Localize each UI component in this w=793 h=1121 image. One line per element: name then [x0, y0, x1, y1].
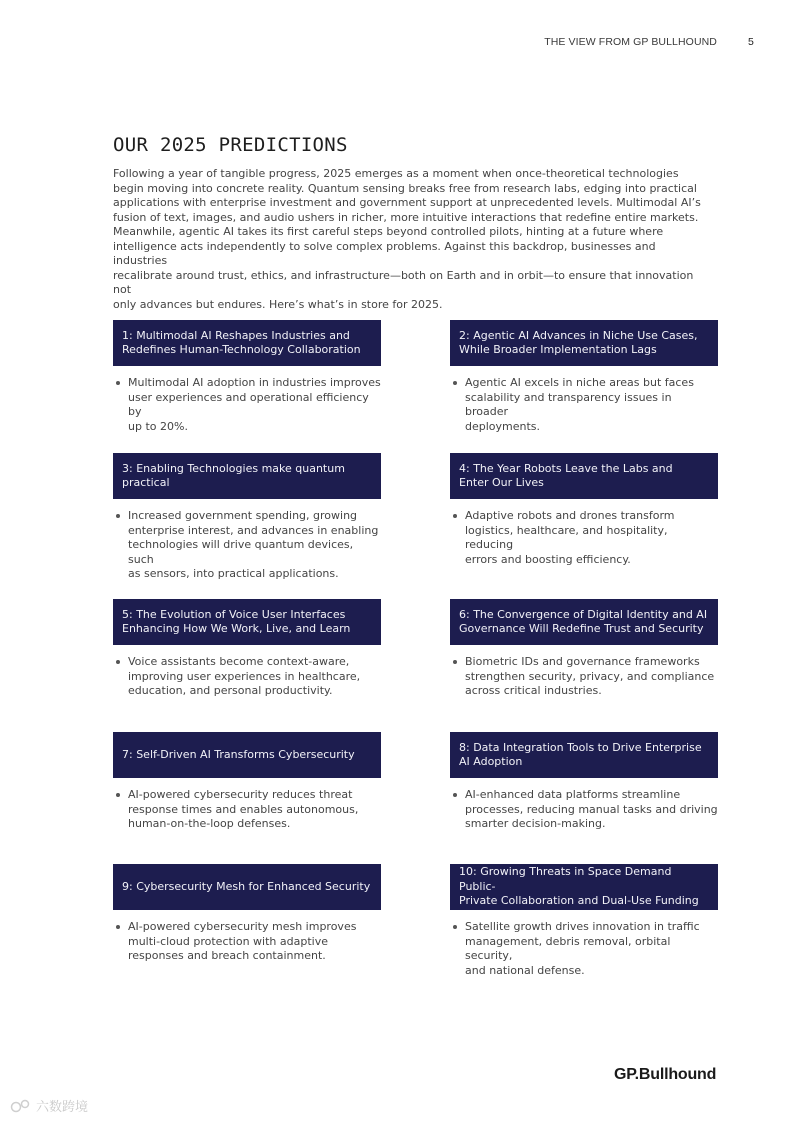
prediction-card-9	[113, 864, 381, 964]
prediction-body-line: as sensors, into practical applications.	[128, 567, 339, 580]
prediction-card-2	[450, 320, 718, 434]
prediction-body	[113, 655, 381, 699]
prediction-body	[450, 655, 718, 699]
prediction-title-line: 1: Multimodal AI Reshapes Industries and	[122, 328, 350, 342]
prediction-body-line: strengthen security, privacy, and compliance	[465, 669, 715, 683]
watermark-icon	[10, 1099, 32, 1113]
prediction-title	[450, 732, 718, 778]
prediction-title-line: Governance Will Redefine Trust and Security	[459, 622, 704, 635]
bullet-icon	[116, 793, 120, 797]
bullet-icon	[453, 514, 457, 518]
watermark-text: 六数跨境	[36, 1100, 89, 1115]
prediction-body	[450, 509, 718, 567]
prediction-body-line: logistics, healthcare, and hospitality, reducing	[465, 523, 668, 551]
prediction-body-line: Increased government spending, growing	[128, 509, 358, 522]
intro-line: Meanwhile, agentic AI takes its first careful steps beyond controlled pilots, hinting at a future where	[113, 225, 664, 238]
prediction-card-3	[113, 453, 381, 582]
prediction-body-line: technologies will drive quantum devices, such	[128, 538, 354, 566]
prediction-body-line: improving user experiences in healthcare,	[128, 669, 361, 683]
prediction-title	[450, 453, 718, 499]
prediction-title-line: AI Adoption	[459, 755, 523, 768]
prediction-title-line: Enhancing How We Work, Live, and Learn	[122, 622, 351, 635]
intro-line: fusion of text, images, and audio ushers in richer, more intuitive interactions that redefine entire markets.	[113, 210, 699, 224]
bullet-icon	[453, 381, 457, 385]
prediction-body	[450, 376, 718, 434]
prediction-body-line: smarter decision-making.	[465, 817, 606, 830]
prediction-body-line: management, debris removal, orbital security,	[465, 934, 671, 962]
section-title: OUR 2025 PREDICTIONS	[113, 134, 348, 156]
prediction-body-line: deployments.	[465, 419, 541, 433]
prediction-body-line: AI-powered cybersecurity mesh improves	[128, 920, 357, 933]
prediction-card-4	[450, 453, 718, 567]
prediction-title	[450, 864, 718, 910]
prediction-body-line: Adaptive robots and drones transform	[465, 509, 675, 522]
prediction-title-line: practical	[122, 476, 170, 489]
prediction-body-line: errors and boosting efficiency.	[465, 552, 631, 566]
prediction-body	[113, 376, 381, 434]
prediction-body-line: human-on-the-loop defenses.	[128, 817, 291, 830]
prediction-title	[113, 599, 381, 645]
bullet-icon	[116, 925, 120, 929]
prediction-title-line: Redefines Human-Technology Collaboration	[122, 343, 361, 356]
prediction-body-line: multi-cloud protection with adaptive	[128, 934, 328, 948]
intro-line: Following a year of tangible progress, 2025 emerges as a moment when once-theoretical technologies	[113, 167, 679, 180]
prediction-title-line: 3: Enabling Technologies make quantum	[122, 461, 345, 475]
bullet-icon	[116, 381, 120, 385]
prediction-body	[113, 920, 381, 964]
prediction-title-line: 10: Growing Threats in Space Demand Public-	[459, 865, 672, 893]
bullet-icon	[453, 660, 457, 664]
page-number: 5	[748, 36, 754, 48]
watermark	[10, 1096, 88, 1115]
prediction-title-line: Private Collaboration and Dual-Use Funding	[459, 894, 699, 908]
intro-line: intelligence acts independently to solve complex problems. Against this backdrop, businesses and industries	[113, 239, 656, 267]
prediction-card-8	[450, 732, 718, 832]
prediction-title-line: While Broader Implementation Lags	[459, 343, 657, 356]
prediction-card-6	[450, 599, 718, 699]
bullet-icon	[453, 793, 457, 797]
prediction-card-7	[113, 732, 381, 832]
prediction-title-line: 2: Agentic AI Advances in Niche Use Cases,	[459, 328, 698, 342]
prediction-body-line: and national defense.	[465, 963, 585, 977]
prediction-body-line: Biometric IDs and governance frameworks	[465, 655, 700, 668]
prediction-title-line: 4: The Year Robots Leave the Labs and	[459, 461, 673, 475]
prediction-body	[113, 509, 381, 582]
prediction-title	[113, 732, 381, 778]
intro-line: recalibrate around trust, ethics, and infrastructure—both on Earth and in orbit—to ensure that innovation not	[113, 268, 694, 296]
bullet-icon	[116, 514, 120, 518]
prediction-body-line: processes, reducing manual tasks and driving	[465, 802, 718, 816]
prediction-title-line: 6: The Convergence of Digital Identity and AI	[459, 607, 708, 621]
intro-line: only advances but endures. Here’s what’s in store for 2025.	[113, 297, 443, 311]
prediction-body	[113, 788, 381, 832]
prediction-title	[113, 864, 381, 910]
prediction-title	[113, 320, 381, 366]
prediction-body	[450, 788, 718, 832]
prediction-title-line: 7: Self-Driven AI Transforms Cybersecurity	[122, 747, 355, 761]
prediction-body-line: responses and breach containment.	[128, 949, 326, 962]
prediction-body-line: AI-powered cybersecurity reduces threat	[128, 788, 353, 801]
intro-line: applications with enterprise investment and government support at unprecedented levels. Multimodal AI’s	[113, 196, 701, 209]
prediction-body-line: AI-enhanced data platforms streamline	[465, 788, 681, 801]
prediction-body-line: user experiences and operational efficiency by	[128, 390, 369, 418]
prediction-title-line: 8: Data Integration Tools to Drive Enterprise	[459, 740, 702, 754]
intro-line: begin moving into concrete reality. Quantum sensing breaks free from research labs, edging into practical	[113, 181, 697, 195]
bullet-icon	[116, 660, 120, 664]
prediction-title-line: Enter Our Lives	[459, 476, 544, 489]
prediction-body-line: across critical industries.	[465, 684, 602, 697]
prediction-title-line: 5: The Evolution of Voice User Interfaces	[122, 607, 346, 621]
prediction-body-line: up to 20%.	[128, 419, 188, 433]
prediction-title	[113, 453, 381, 499]
prediction-body-line: Satellite growth drives innovation in traffic	[465, 920, 700, 933]
prediction-body-line: response times and enables autonomous,	[128, 802, 359, 816]
bullet-icon	[453, 925, 457, 929]
prediction-title	[450, 320, 718, 366]
prediction-body-line: Voice assistants become context-aware,	[128, 655, 350, 668]
intro-paragraph	[113, 167, 713, 312]
prediction-body-line: scalability and transparency issues in broader	[465, 390, 672, 418]
prediction-card-1	[113, 320, 381, 434]
prediction-title	[450, 599, 718, 645]
prediction-card-10	[450, 864, 718, 978]
running-header-title: THE VIEW FROM GP BULLHOUND	[544, 36, 717, 48]
prediction-card-5	[113, 599, 381, 699]
prediction-title-line: 9: Cybersecurity Mesh for Enhanced Security	[122, 879, 371, 893]
prediction-body-line: Agentic AI excels in niche areas but faces	[465, 376, 694, 389]
gp-bullhound-logo: GP.Bullhound	[614, 1066, 717, 1083]
page-header	[0, 36, 793, 52]
prediction-body-line: Multimodal AI adoption in industries improves	[128, 376, 381, 389]
prediction-body	[450, 920, 718, 978]
prediction-body-line: enterprise interest, and advances in enabling	[128, 523, 379, 537]
prediction-body-line: education, and personal productivity.	[128, 684, 333, 697]
